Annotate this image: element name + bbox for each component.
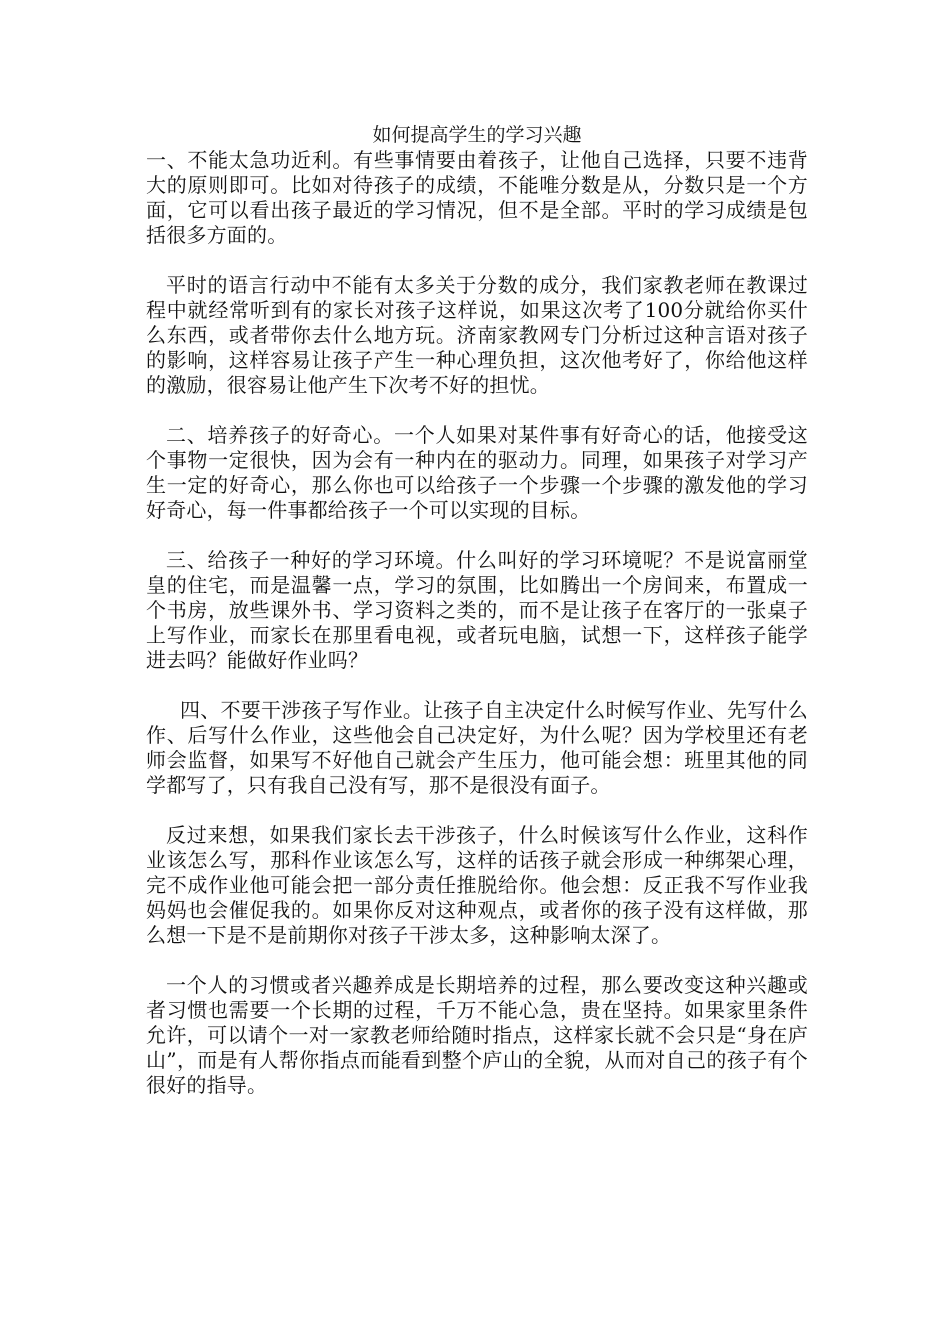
paragraph-3: 二、培养孩子的好奇心。一个人如果对某件事有好奇心的话，他接受这个事物一定很快，因为会有一种内在的驱动力。同理，如果孩子对学习产生一定的好奇心，那么你也可以给孩子一个步骤一个步骤的激发他的学习好奇心，每一件事都给孩子一个可以实现的目标。 (146, 423, 808, 522)
paragraph-2: 平时的语言行动中不能有太多关于分数的成分，我们家教老师在教课过程中就经常听到有的家长对孩子这样说，如果这次考了100分就给你买什么东西，或者带你去什么地方玩。济南家教网专门分析过这种言语对孩子的影响，这样容易让孩子产生一种心理负担，这次他考好了，你给他这样的激励，很容易让他产生下次考不好的担忧。 (146, 273, 808, 397)
document-page (146, 122, 808, 1098)
document-title: 如何提高学生的学习兴趣 (372, 124, 582, 146)
paragraph-7: 一个人的习惯或者兴趣养成是长期培养的过程，那么要改变这种兴趣或者习惯也需要一个长期的过程，千万不能心急，贵在坚持。如果家里条件允许，可以请个一对一家教老师给随时指点，这样家长就不会只是“身在庐山”，而是有人帮你指点而能看到整个庐山的全貌，从而对自己的孩子有个很好的指导。 (146, 973, 808, 1097)
paragraph-1: 一、不能太急功近利。有些事情要由着孩子，让他自己选择，只要不违背大的原则即可。比如对待孩子的成绩，不能唯分数是从，分数只是一个方面，它可以看出孩子最近的学习情况，但不是全部。平时的学习成绩是包括很多方面的。 (146, 148, 808, 247)
paragraph-6: 反过来想，如果我们家长去干涉孩子，什么时候该写什么作业，这科作业该怎么写，那科作业该怎么写，这样的话孩子就会形成一种绑架心理，完不成作业他可能会把一部分责任推脱给你。他会想：反正我不写作业我妈妈也会催促我的。如果你反对这种观点，或者你的孩子没有这样做，那么想一下是不是前期你对孩子干涉太多，这种影响太深了。 (146, 823, 808, 947)
paragraph-5: 四、不要干涉孩子写作业。让孩子自主决定什么时候写作业、先写什么作、后写什么作业，这些他会自己决定好，为什么呢？因为学校里还有老师会监督，如果写不好他自己就会产生压力，他可能会想：班里其他的同学都写了，只有我自己没有写，那不是很没有面子。 (146, 698, 808, 797)
paragraph-4: 三、给孩子一种好的学习环境。什么叫好的学习环境呢？不是说富丽堂皇的住宅，而是温馨一点，学习的氛围，比如腾出一个房间来，布置成一个书房，放些课外书、学习资料之类的，而不是让孩子在客厅的一张桌子上写作业，而家长在那里看电视，或者玩电脑，试想一下，这样孩子能学进去吗？能做好作业吗？ (146, 548, 808, 672)
